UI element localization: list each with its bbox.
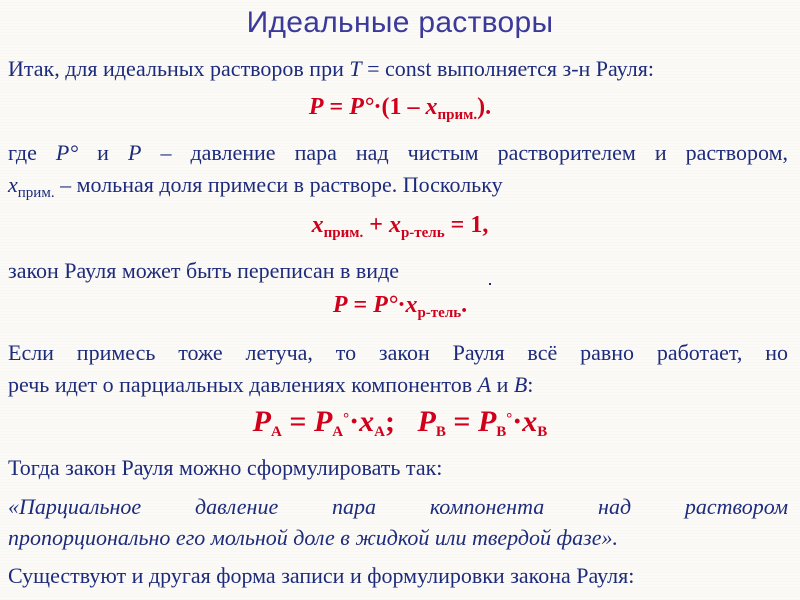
f3-p: P <box>332 292 348 318</box>
f2-plus: + <box>363 212 389 238</box>
def1-p0: P° <box>55 140 79 165</box>
f1-p0: P° <box>349 94 374 120</box>
f4-xa: x <box>359 405 375 438</box>
temperature-var: T <box>349 56 362 81</box>
f1-paren-close: ). <box>477 94 492 120</box>
def1-pre: где <box>8 140 56 165</box>
f4-xb-sub: B <box>537 424 548 440</box>
f4-deg: ° <box>343 411 350 427</box>
f4-xa-sub: A <box>374 424 385 440</box>
rewrite-line: закон Рауля может быть переписан в виде <box>8 258 400 283</box>
f3-x-sub: р-тель <box>417 305 462 321</box>
f4-pa-sub: A <box>271 424 282 440</box>
def2-post: – мольная доля примеси в растворе. Поскольку <box>54 172 503 197</box>
quote-text-1: «Парциальное давление пара компонента над раствором <box>8 494 788 519</box>
definition-line-1 <box>8 140 788 166</box>
f2-x1-sub: прим. <box>323 225 364 241</box>
def1-mid: и <box>78 140 128 165</box>
vol2-pre: речь идет о парциальных давлениях компонентов <box>8 372 478 397</box>
volatile-line-2 <box>8 372 788 398</box>
f2-x1: x <box>311 212 324 238</box>
f4-pb: P <box>417 405 436 438</box>
def2-x: x <box>8 172 18 197</box>
f2-rhs: = 1, <box>444 212 489 238</box>
def1-post: – давление пара над чистым растворителем и раствором, <box>141 140 788 165</box>
vol2-a: A <box>477 372 492 397</box>
f4-sep: ; <box>384 405 418 438</box>
f3-p0: P° <box>373 292 398 318</box>
f3-x: x <box>405 292 418 318</box>
f2-x2: x <box>388 212 401 238</box>
mole-fraction-sum <box>0 212 800 242</box>
f4-dot2: · <box>512 405 523 438</box>
f1-x: x <box>425 94 438 120</box>
intro-text: Итак, для идеальных растворов при <box>8 56 350 81</box>
f4-dot: · <box>349 405 360 438</box>
vol2-b: B <box>513 372 528 397</box>
f1-paren-open: (1 – <box>381 94 426 120</box>
f4-pa0-sub: A <box>332 424 344 440</box>
f3-eq: = <box>347 292 374 318</box>
formulation-line: Тогда закон Рауля можно сформулировать так: <box>8 455 443 480</box>
f4-pa0: P <box>313 405 333 438</box>
f4-xb: x <box>522 405 538 438</box>
f2-x2-sub: р-тель <box>400 225 445 241</box>
stray-dot <box>489 283 491 285</box>
f4-eq1: = <box>281 405 314 438</box>
f1-x-sub: прим. <box>437 107 478 123</box>
intro-text-end: = const выполняется з-н Рауля: <box>361 56 654 81</box>
intro-line <box>8 56 788 82</box>
f1-p: P <box>308 94 324 120</box>
vol2-post: : <box>527 372 534 397</box>
volatile-line-1: Если примесь тоже летуча, то закон Рауля всё равно работает, но <box>8 340 788 365</box>
f1-dot: · <box>373 94 382 120</box>
f4-pb0: P <box>477 405 497 438</box>
vol2-mid: и <box>491 372 514 397</box>
quote-line-2 <box>8 525 788 551</box>
quote-line-1 <box>8 494 788 520</box>
partial-pressure-formula <box>0 405 800 441</box>
f4-pa: P <box>252 405 271 438</box>
raoult-formula-1 <box>0 94 800 124</box>
slide-title: Идеальные растворы <box>246 6 554 39</box>
f4-deg2: ° <box>506 411 513 427</box>
quote-text-2: пропорционально его мольной доле в жидкой или твердой фазе». <box>8 525 618 550</box>
f1-eq: = <box>323 94 350 120</box>
raoult-formula-2 <box>0 292 800 322</box>
f4-pb0-sub: B <box>496 424 507 440</box>
def1-p: P <box>127 140 142 165</box>
f4-eq2: = <box>445 405 478 438</box>
definition-line-2 <box>8 172 788 202</box>
f4-pb-sub: B <box>435 424 446 440</box>
f3-dot: · <box>397 292 406 318</box>
final-line: Существуют и другая форма записи и формулировки закона Рауля: <box>8 563 635 588</box>
def2-x-sub: прим. <box>17 185 55 201</box>
f3-end: . <box>461 292 468 318</box>
